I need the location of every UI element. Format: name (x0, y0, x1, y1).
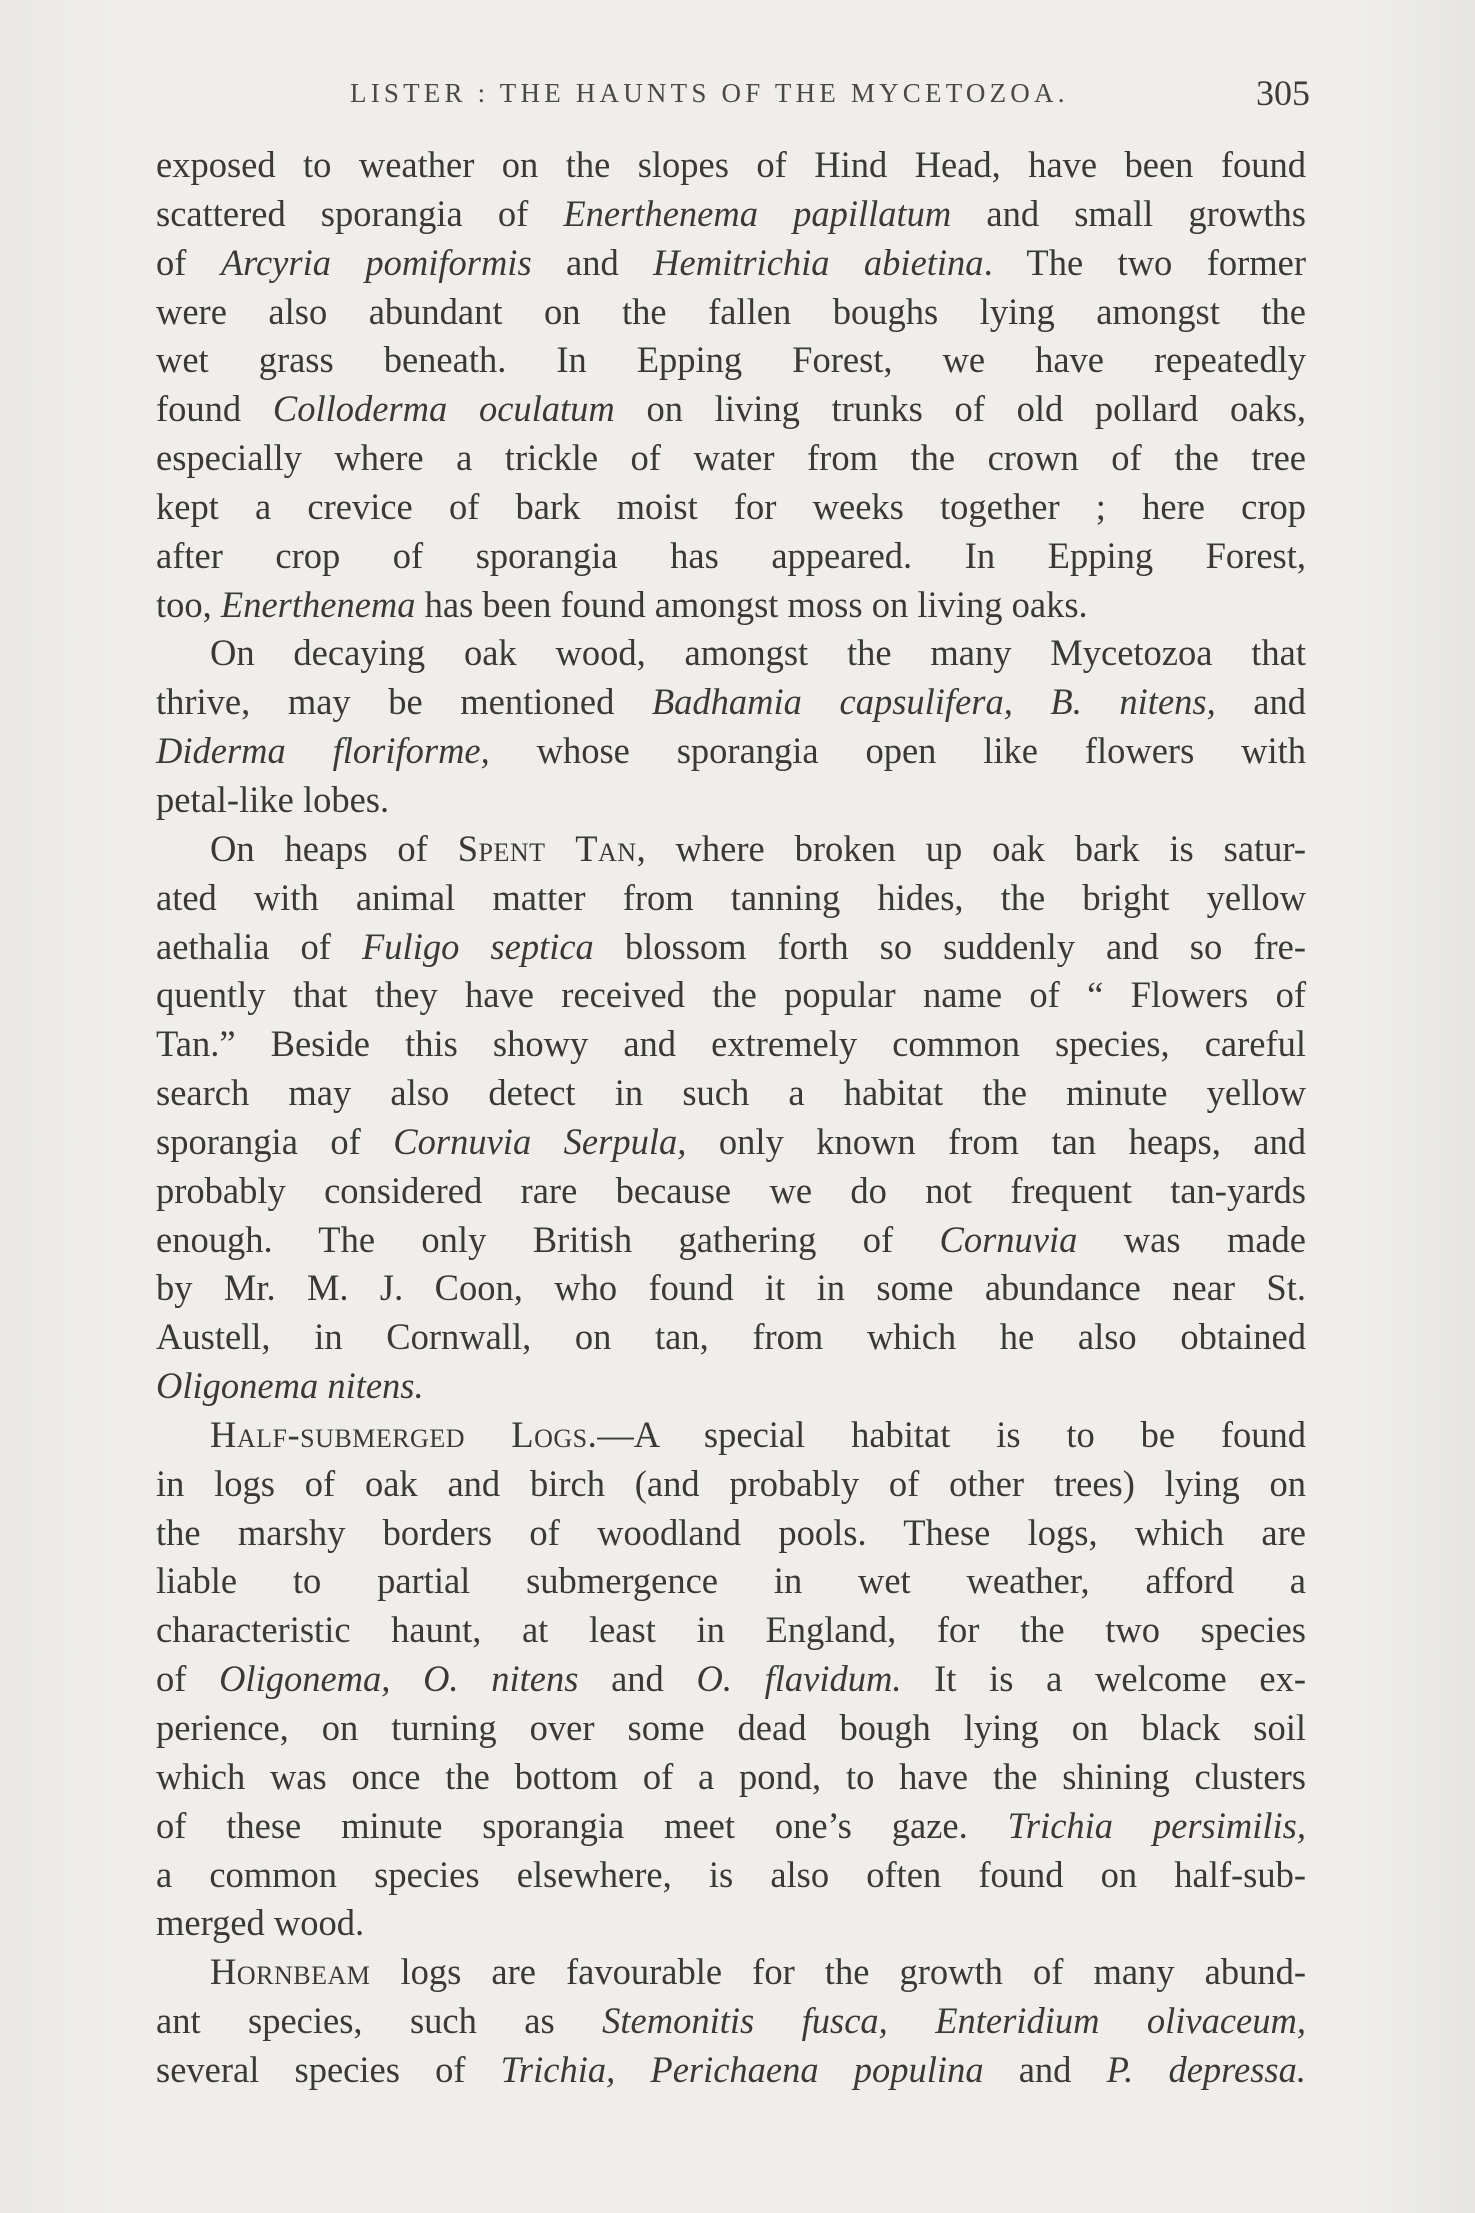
text-segment: ant species, such as (156, 2000, 603, 2042)
text-line (156, 727, 1306, 776)
text-segment: search may also detect in such a habitat the minute yellow (156, 1072, 1306, 1114)
text-segment: and small growths (951, 192, 1307, 234)
text-segment: were also abundant on the fallen boughs lying amongst the (156, 290, 1306, 332)
text-segment: wet grass beneath. In Epping Forest, we have repeatedly (156, 339, 1306, 381)
italic-text: Enerthenema papillatum (563, 192, 952, 234)
text-segment: and (578, 1658, 697, 1700)
text-line (156, 336, 1306, 385)
italic-text: Badhamia capsulifera, B. nitens, (651, 681, 1216, 723)
italic-text: Trichia persimilis, (1007, 1804, 1306, 1846)
text-line (156, 1899, 1306, 1948)
text-segment: aethalia of (156, 925, 363, 967)
text-line (156, 483, 1306, 532)
text-line (156, 629, 1306, 678)
text-segment: and (983, 2048, 1107, 2090)
italic-text: Arcyria pomiformis (220, 241, 532, 283)
text-line (156, 1948, 1306, 1997)
text-line (156, 971, 1306, 1020)
text-segment: too, (156, 583, 221, 625)
text-segment: kept a crevice of bark moist for weeks together ; here crop (156, 485, 1306, 527)
text-segment: in logs of oak and birch (and probably of other trees) lying on (156, 1462, 1306, 1504)
body-text (156, 141, 1306, 2095)
italic-text: Oligonema, O. nitens (219, 1658, 579, 1700)
italic-text: Oligonema nitens. (156, 1365, 424, 1407)
text-segment: thrive, may be mentioned (156, 681, 652, 723)
text-segment: only known from tan heaps, and (686, 1120, 1307, 1162)
page-number: 305 (1256, 73, 1310, 113)
text-segment: on living trunks of old pollard oaks, (614, 388, 1307, 430)
text-segment: sporangia of (156, 1120, 394, 1162)
text-segment: of these minute sporangia meet one’s gaze. (156, 1804, 1008, 1846)
text-segment: —A special habitat is to be found (597, 1413, 1306, 1455)
text-line (156, 1753, 1306, 1802)
text-segment: perience, on turning over some dead bough lying on black soil (156, 1707, 1306, 1748)
italic-text: Enerthenema (220, 583, 416, 625)
text-line (156, 581, 1306, 630)
text-line (156, 385, 1306, 434)
italic-text: Fuligo septica (362, 925, 594, 967)
text-line (156, 1069, 1306, 1118)
text-segment: found (156, 388, 273, 430)
italic-text: Cornuvia (939, 1218, 1078, 1260)
italic-text: Trichia, Perichaena populina (500, 2048, 984, 2090)
text-line (156, 1606, 1306, 1655)
text-segment: blossom forth so suddenly and so fre- (593, 925, 1306, 967)
text-line (156, 874, 1306, 923)
italic-text: Stemonitis fusca, Enteridium olivaceum, (602, 2000, 1306, 2042)
text-line (156, 1020, 1306, 1069)
text-line (156, 1997, 1306, 2046)
text-line (156, 1216, 1306, 1265)
text-line (156, 141, 1306, 190)
smallcaps-heading: Half-submerged Logs. (210, 1413, 598, 1455)
text-segment: of (156, 241, 221, 283)
text-segment: quently that they have received the popular name of “ Flowers of (156, 974, 1306, 1016)
text-segment: a common species elsewhere, is also often found on half-sub- (156, 1853, 1306, 1895)
text-segment: was made (1077, 1218, 1306, 1260)
text-segment: petal-like lobes. (156, 778, 390, 820)
text-line (156, 1557, 1306, 1606)
text-line (156, 1264, 1306, 1313)
smallcaps-heading: Spent Tan (457, 827, 637, 869)
text-line (156, 1313, 1306, 1362)
text-line (156, 825, 1306, 874)
text-line (156, 1851, 1306, 1900)
text-segment: after crop of sporangia has appeared. In Epping Forest, (156, 534, 1306, 576)
text-segment: whose sporangia open like flowers with (489, 730, 1307, 772)
text-segment: which was once the bottom of a pond, to have the shining clusters (156, 1755, 1306, 1797)
text-segment: logs are favourable for the growth of many abund- (370, 1951, 1306, 1993)
italic-text: Diderma floriforme, (156, 730, 490, 772)
italic-text: Colloderma oculatum (272, 388, 615, 430)
text-line (156, 434, 1306, 483)
text-line (156, 1362, 1306, 1411)
text-segment: Tan.” Beside this showy and extremely common species, careful (156, 1023, 1306, 1065)
text-line (156, 1802, 1306, 1851)
text-segment: , where broken up oak bark is satur- (636, 827, 1306, 869)
text-line (156, 1460, 1306, 1509)
text-segment: ated with animal matter from tanning hides, the bright yellow (156, 876, 1306, 918)
text-line (156, 776, 1306, 825)
text-segment: . The two former (983, 241, 1307, 283)
italic-text: O. flavidum. (696, 1658, 902, 1700)
text-line (156, 190, 1306, 239)
text-line (156, 1509, 1306, 1558)
text-line (156, 1411, 1306, 1460)
text-line (156, 1704, 1306, 1753)
text-segment: exposed to weather on the slopes of Hind Head, have been found (156, 144, 1306, 185)
text-line (156, 239, 1306, 288)
text-segment: enough. The only British gathering of (156, 1218, 940, 1260)
text-line (156, 288, 1306, 337)
text-segment: of (156, 1658, 220, 1700)
text-line (156, 1655, 1306, 1704)
italic-text: P. depressa. (1106, 2048, 1306, 2090)
text-segment: the marshy borders of woodland pools. These logs, which are (156, 1511, 1306, 1553)
italic-text: Hemitrichia abietina (653, 241, 984, 283)
italic-text: Cornuvia Serpula, (393, 1120, 687, 1162)
text-segment: characteristic haunt, at least in England, for the two species (156, 1609, 1306, 1651)
text-segment: merged wood. (156, 1902, 365, 1944)
text-line (156, 2046, 1306, 2095)
text-segment: has been found amongst moss on living oaks. (415, 583, 1088, 625)
text-segment: probably considered rare because we do not frequent tan-yards (156, 1169, 1306, 1211)
text-segment: and (1215, 681, 1306, 723)
text-segment: On decaying oak wood, amongst the many Mycetozoa that (210, 632, 1306, 674)
text-line (156, 532, 1306, 581)
text-line (156, 678, 1306, 727)
running-title: LISTER : THE HAUNTS OF THE MYCETOZOA. (350, 78, 1069, 108)
text-segment: especially where a trickle of water from the crown of the tree (156, 437, 1306, 479)
text-segment: several species of (156, 2048, 501, 2090)
text-segment: and (531, 241, 654, 283)
text-line (156, 1167, 1306, 1216)
smallcaps-heading: Hornbeam (210, 1951, 371, 1993)
text-segment: It is a welcome ex- (901, 1658, 1307, 1700)
text-segment: liable to partial submergence in wet weather, afford a (156, 1560, 1306, 1602)
text-segment: scattered sporangia of (156, 192, 564, 234)
text-segment: by Mr. M. J. Coon, who found it in some abundance near St. (156, 1267, 1306, 1309)
text-segment: On heaps of (210, 827, 458, 869)
text-segment: Austell, in Cornwall, on tan, from which he also obtained (156, 1316, 1306, 1358)
text-line (156, 923, 1306, 972)
running-head (150, 72, 1310, 116)
text-line (156, 1118, 1306, 1167)
